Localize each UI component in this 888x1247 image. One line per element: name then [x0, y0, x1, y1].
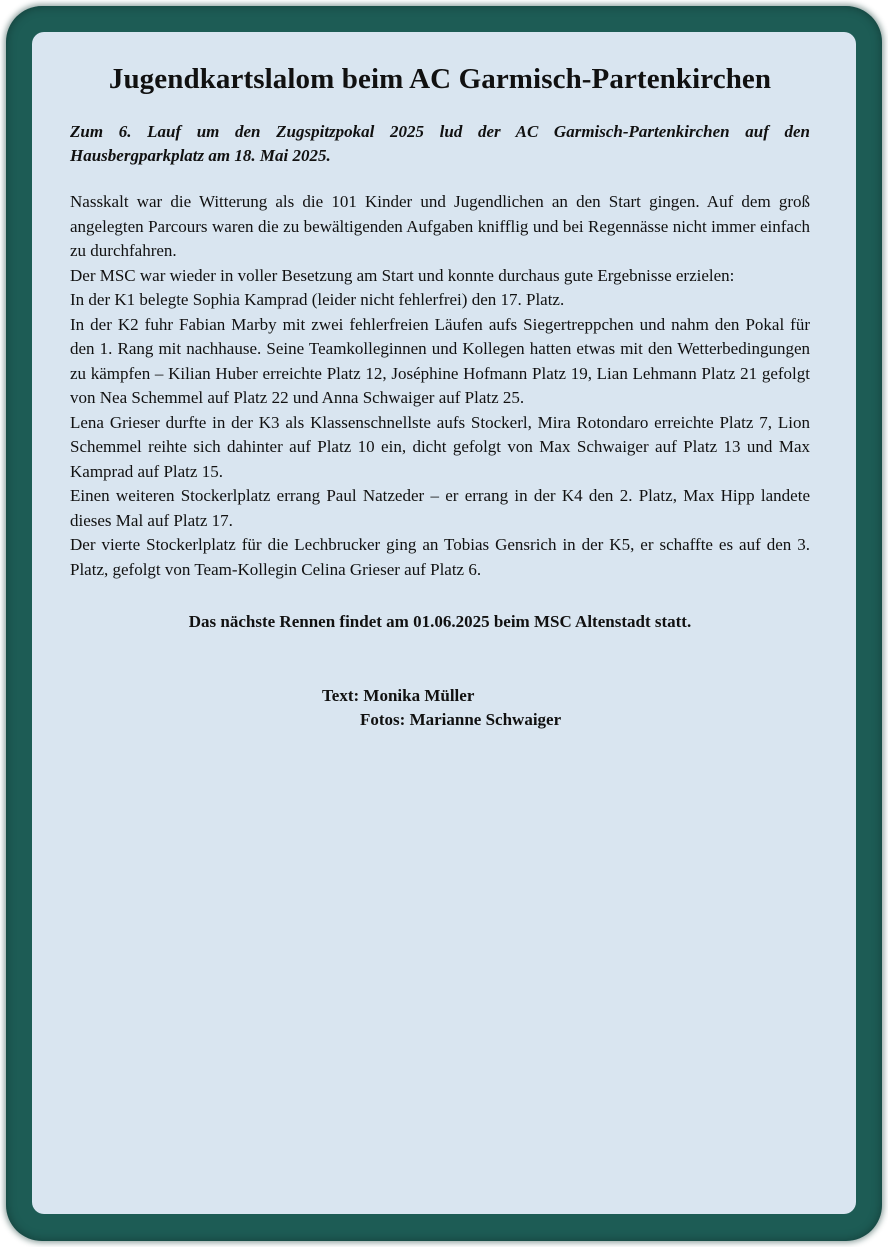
- body-paragraph-k1: In der K1 belegte Sophia Kamprad (leider nicht fehlerfrei) den 17. Platz.: [70, 290, 565, 309]
- next-race-note: Das nächste Rennen findet am 01.06.2025 beim MSC Altenstadt statt.: [188, 612, 692, 631]
- article-panel: [32, 32, 856, 1214]
- article-body: [70, 190, 810, 582]
- credit-text-author: Text: Monika Müller: [322, 686, 475, 705]
- body-paragraph-msc-intro: Der MSC war wieder in voller Besetzung am Start und konnte durchaus gute Ergebnisse erzielen:: [70, 265, 735, 285]
- article-lead: Zum 6. Lauf um den Zugspitzpokal 2025 lud der AC Garmisch-Partenkirchen auf den Hausbergparkplatz am 18. Mai 2025.: [70, 122, 810, 165]
- article-title: Jugendkartslalom beim AC Garmisch-Partenkirchen: [108, 63, 772, 95]
- body-paragraph-weather: Nasskalt war die Witterung als die 101 Kinder und Jugendlichen an den Start gingen. Auf dem groß angelegten Parcours waren die zu bewältigenden Aufgaben knifflig und bei Regennässe nicht immer einfach zu durchfahren.: [70, 192, 810, 260]
- body-paragraph-k2: In der K2 fuhr Fabian Marby mit zwei fehlerfreien Läufen aufs Siegertreppchen und nahm den Pokal für den 1. Rang mit nachhause. Seine Teamkolleginnen und Kollegen hatten etwas mit den Wetterbedingungen zu kämpfen – Kilian Huber erreichte Platz 12, Joséphine Hofmann Platz 19, Lian Lehmann Platz 21 gefolgt von Nea Schemmel auf Platz 22 und Anna Schwaiger auf Platz 25.: [70, 314, 810, 407]
- body-paragraph-k5: Der vierte Stockerlplatz für die Lechbrucker ging an Tobias Gensrich in der K5, er schaffte es auf den 3. Platz, gefolgt von Team-Kollegin Celina Grieser auf Platz 6.: [70, 535, 810, 579]
- body-paragraph-k4: Einen weiteren Stockerlplatz errang Paul Natzeder – er errang in der K4 den 2. Platz, Max Hipp landete dieses Mal auf Platz 17.: [70, 486, 810, 530]
- body-paragraph-k3: Lena Grieser durfte in der K3 als Klassenschnellste aufs Stockerl, Mira Rotondaro erreichte Platz 7, Lion Schemmel reihte sich dahinter auf Platz 10 ein, dicht gefolgt von Max Schwaiger auf Platz 13 und Max Kamprad auf Platz 15.: [70, 412, 810, 481]
- credit-photographer: Fotos: Marianne Schwaiger: [360, 710, 562, 729]
- credits: [70, 684, 810, 732]
